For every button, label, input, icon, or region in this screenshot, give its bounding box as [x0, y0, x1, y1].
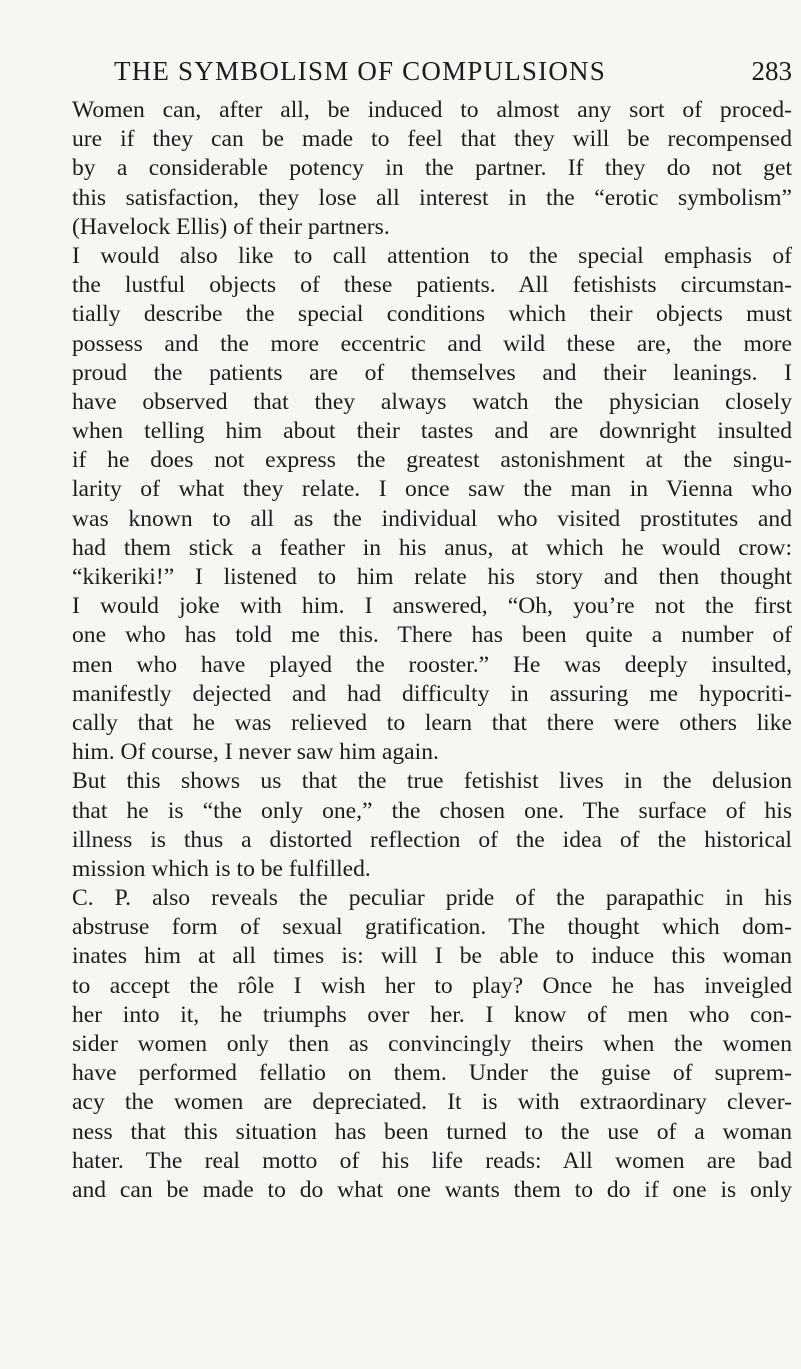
text-line: inates him at all times is: will I be able to induce this woman [72, 943, 792, 970]
text-line: and can be made to do what one wants them to do if one is only [72, 1176, 792, 1203]
text-line: have observed that they always watch the physician closely [72, 388, 792, 415]
text-line: if he does not express the greatest astonishment at the singu- [72, 447, 792, 474]
running-head [114, 56, 792, 96]
text-line: “kikeriki!” I listened to him relate his story and then thought [72, 564, 792, 590]
text-line: by a considerable potency in the partner. If they do not get [72, 155, 792, 182]
page-number: 283 [751, 56, 792, 86]
text-line: to accept the rôle I wish her to play? Once he has inveigled [72, 972, 792, 999]
text-line: have performed fellatio on them. Under the guise of suprem- [72, 1060, 792, 1087]
text-line: had them stick a feather in his anus, at which he would crow: [72, 534, 792, 561]
text-line: this satisfaction, they lose all interest in the “erotic symbolism” [72, 184, 792, 211]
text-line: I would joke with him. I answered, “Oh, you’re not the first [72, 593, 792, 620]
text-line: the lustful objects of these patients. All fetishists circumstan- [72, 272, 792, 299]
text-line: ure if they can be made to feel that they will be recompensed [72, 126, 792, 153]
text-line: Women can, after all, be induced to almost any sort of proced- [72, 97, 792, 123]
text-line: sider women only then as convincingly theirs when the women [72, 1031, 792, 1057]
text-line: her into it, he triumphs over her. I know of men who con- [72, 1001, 792, 1028]
text-line: when telling him about their tastes and are downright insulted [72, 418, 792, 445]
text-line: abstruse form of sexual gratification. The thought which dom- [72, 914, 792, 941]
text-line: illness is thus a distorted reflection of the idea of the historical [72, 826, 792, 853]
text-line: larity of what they relate. I once saw the man in Vienna who [72, 476, 792, 503]
text-line: mission which is to be fulfilled. [72, 855, 371, 882]
body-text [72, 96, 792, 1205]
text-line: men who have played the rooster.” He was deeply insulted, [72, 651, 792, 678]
text-line: But this shows us that the true fetishist lives in the delusion [72, 768, 792, 795]
text-line: tially describe the special conditions which their objects must [72, 301, 792, 328]
running-title: THE SYMBOLISM OF COMPULSIONS [114, 56, 606, 86]
text-line: possess and the more eccentric and wild these are, the more [72, 330, 792, 357]
text-line: was known to all as the individual who visited prostitutes and [72, 505, 792, 532]
text-line: (Havelock Ellis) of their partners. [72, 213, 390, 240]
text-line: manifestly dejected and had difficulty in assuring me hypocriti- [72, 680, 792, 707]
text-line: C. P. also reveals the peculiar pride of the parapathic in his [72, 885, 792, 912]
text-line: that he is “the only one,” the chosen one. The surface of his [72, 797, 792, 824]
text-line: him. Of course, I never saw him again. [72, 739, 439, 766]
text-line: cally that he was relieved to learn that there were others like [72, 709, 792, 736]
text-line: ness that this situation has been turned to the use of a woman [72, 1118, 792, 1145]
text-line: I would also like to call attention to the special emphasis of [72, 242, 792, 269]
text-line: hater. The real motto of his life reads: All women are bad [72, 1147, 792, 1174]
text-line: one who has told me this. There has been quite a number of [72, 622, 792, 649]
text-line: proud the patients are of themselves and their leanings. I [72, 359, 792, 386]
text-line: acy the women are depreciated. It is with extraordinary clever- [72, 1089, 792, 1116]
